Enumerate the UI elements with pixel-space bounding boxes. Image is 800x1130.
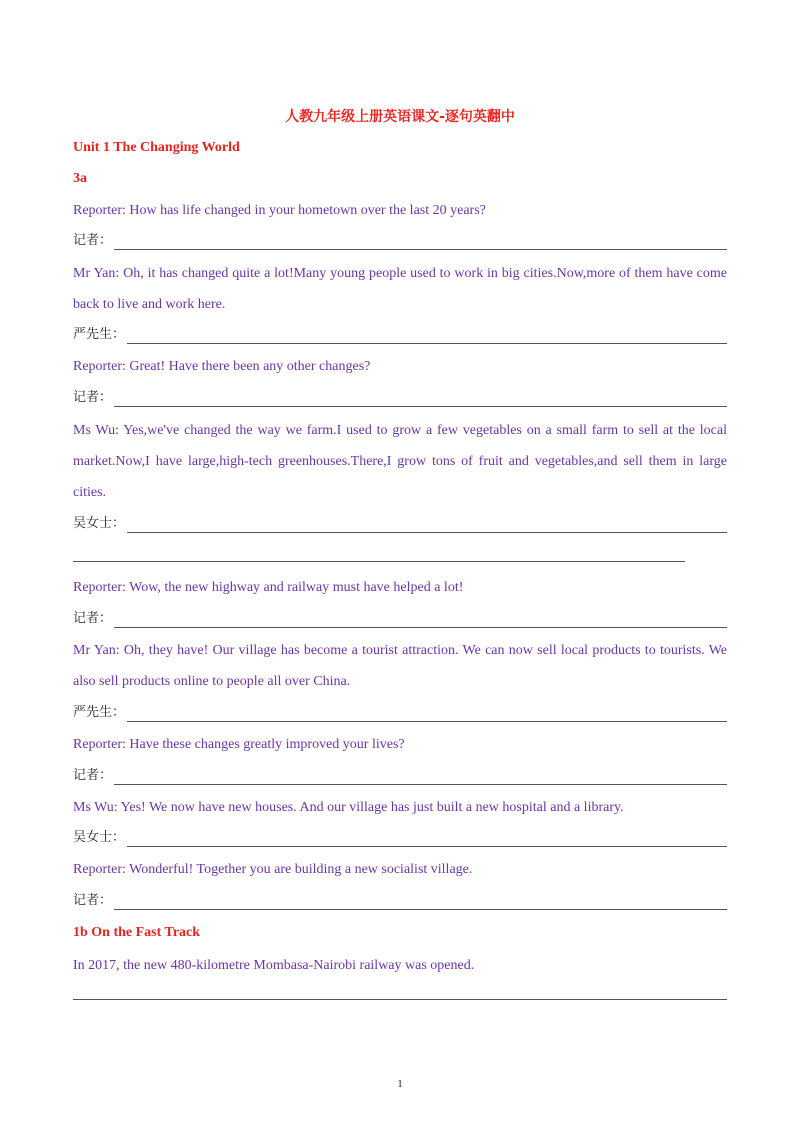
dialogue-line-en: also sell products online to people all over China. [73, 674, 351, 689]
dialogue-line-en: cities. [73, 485, 107, 500]
dialogue-line-en: Reporter: Great! Have there been any other changes? [73, 359, 371, 374]
speaker-label: 吴女士： [73, 830, 126, 845]
section-1b-heading: 1b On the Fast Track [73, 925, 201, 940]
dialogue-line-en: Ms Wu: Yes! We now have new houses. And our village has just built a new hospital and a library. [73, 800, 624, 815]
speaker-label: 吴女士： [73, 516, 126, 531]
translation-line [73, 232, 727, 250]
translation-line [73, 767, 727, 785]
answer-blank-continuation[interactable] [73, 561, 685, 562]
speaker-label: 记者： [73, 611, 113, 626]
unit-heading: Unit 1 The Changing World [73, 140, 240, 155]
dialogue-line-en: market.Now,I have large,high-tech greenhouses.There,I grow tons of fruit and vegetables,and sell them in large [73, 454, 727, 469]
answer-blank[interactable] [114, 613, 727, 628]
speaker-label: 记者： [73, 893, 113, 908]
translation-line [73, 326, 727, 344]
answer-blank[interactable] [127, 329, 727, 344]
speaker-label: 记者： [73, 768, 113, 783]
answer-blank[interactable] [114, 235, 727, 250]
dialogue-line-en: Mr Yan: Oh, it has changed quite a lot!Many young people used to work in big cities.Now,more of them have come [73, 266, 727, 281]
speaker-label: 记者： [73, 233, 113, 248]
translation-line [73, 704, 727, 722]
dialogue-line-en: back to live and work here. [73, 297, 226, 312]
speaker-label: 记者： [73, 390, 113, 405]
translation-line [73, 610, 727, 628]
speaker-label: 严先生： [73, 705, 126, 720]
translation-line [73, 892, 727, 910]
dialogue-line-en: Mr Yan: Oh, they have! Our village has become a tourist attraction. We can now sell local products to tourists. We [73, 643, 727, 658]
answer-blank[interactable] [73, 999, 727, 1000]
dialogue-line-en: Ms Wu: Yes,we've changed the way we farm.I used to grow a few vegetables on a small farm to sell at the local [73, 423, 727, 438]
answer-blank[interactable] [114, 392, 727, 407]
translation-line [73, 829, 727, 847]
page-number: 1 [397, 1078, 403, 1090]
dialogue-line-en: Reporter: Wow, the new highway and railway must have helped a lot! [73, 580, 464, 595]
dialogue-line-en: Reporter: Have these changes greatly improved your lives? [73, 737, 405, 752]
answer-blank[interactable] [114, 770, 727, 785]
translation-line [73, 515, 727, 533]
answer-blank[interactable] [127, 707, 727, 722]
answer-blank[interactable] [127, 518, 727, 533]
translation-line [73, 389, 727, 407]
answer-blank[interactable] [127, 832, 727, 847]
document-title: 人教九年级上册英语课文-逐句英翻中 [285, 109, 515, 125]
passage-line-en: In 2017, the new 480-kilometre Mombasa-Nairobi railway was opened. [73, 958, 475, 973]
section-3a-heading: 3a [73, 171, 87, 186]
speaker-label: 严先生： [73, 327, 126, 342]
answer-blank[interactable] [114, 895, 727, 910]
dialogue-line-en: Reporter: Wonderful! Together you are building a new socialist village. [73, 862, 473, 877]
dialogue-line-en: Reporter: How has life changed in your hometown over the last 20 years? [73, 203, 486, 218]
